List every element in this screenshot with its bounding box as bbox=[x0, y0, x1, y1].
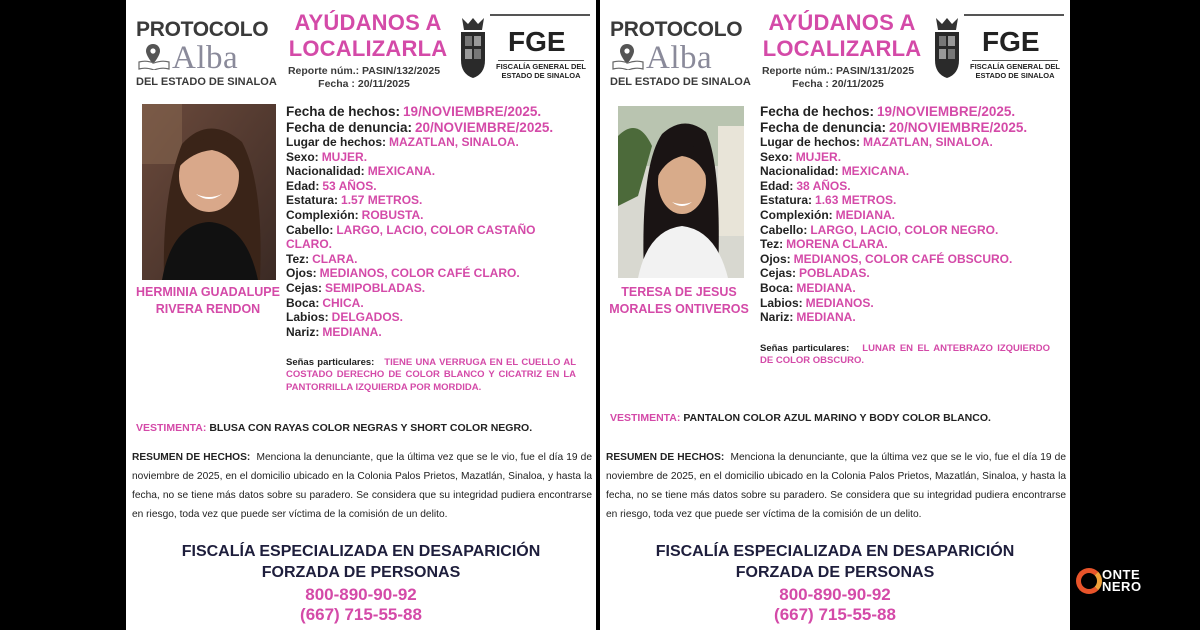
field-value: CLARA. bbox=[312, 251, 358, 266]
report-info bbox=[282, 65, 446, 91]
resumen-label: RESUMEN DE HECHOS: bbox=[606, 452, 725, 463]
field-row bbox=[286, 223, 536, 252]
fiscalia-line-2: FORZADA DE PERSONAS bbox=[261, 564, 461, 581]
field-row bbox=[760, 281, 1060, 296]
vestimenta-value: BLUSA CON RAYAS COLOR NEGRAS Y SHORT COLOR NEGRO. bbox=[209, 422, 533, 434]
fge-subtitle: FISCALÍA GENERAL DEL ESTADO DE SINALOA bbox=[969, 62, 1060, 80]
protocolo-alba-logo bbox=[132, 14, 278, 94]
fge-subtitle: FISCALÍA GENERAL DEL ESTADO DE SINALOA bbox=[495, 62, 586, 80]
field-row bbox=[760, 296, 1060, 311]
field-value: ROBUSTA. bbox=[361, 207, 424, 222]
field-value: 1.57 METROS. bbox=[341, 193, 423, 208]
publisher-watermark-logo bbox=[1074, 568, 1174, 598]
field-row bbox=[760, 223, 1060, 238]
field-label: Fecha de denuncia: bbox=[286, 119, 413, 135]
fiscalia-line-2: FORZADA DE PERSONAS bbox=[735, 564, 935, 581]
resumen-label: RESUMEN DE HECHOS: bbox=[132, 452, 251, 463]
field-value: MAZATLAN, SINALOA. bbox=[863, 135, 993, 149]
field-value: MEDIANOS, COLOR CAFÉ CLARO. bbox=[319, 266, 520, 281]
field-row bbox=[286, 150, 586, 165]
field-row bbox=[760, 120, 1060, 136]
field-value: 19/NOVIEMBRE/2025. bbox=[403, 104, 542, 119]
field-value: MEDIANA. bbox=[322, 324, 382, 339]
field-row bbox=[760, 179, 1060, 194]
field-label: Sexo: bbox=[760, 149, 793, 164]
field-label: Estatura: bbox=[760, 193, 813, 208]
field-value: MEDIANOS, COLOR CAFÉ OBSCURO. bbox=[793, 251, 1013, 266]
estado-text: DEL ESTADO DE SINALOA bbox=[610, 76, 751, 88]
field-row bbox=[760, 135, 1060, 150]
field-label: Cabello: bbox=[286, 222, 334, 237]
field-row bbox=[286, 104, 586, 120]
vestimenta-label: VESTIMENTA: bbox=[136, 422, 207, 434]
field-label: Cejas: bbox=[760, 266, 797, 281]
field-label: Labios: bbox=[286, 310, 329, 325]
field-label: Boca: bbox=[286, 295, 320, 310]
senas-label: Señas particulares: bbox=[760, 343, 850, 354]
field-label: Fecha de hechos: bbox=[286, 104, 401, 119]
field-value: DELGADOS. bbox=[331, 310, 404, 325]
field-value: 20/NOVIEMBRE/2025. bbox=[889, 119, 1028, 135]
senas-value: TIENE UNA VERRUGA EN EL CUELLO AL COSTADO DERECHO DE COLOR BLANCO Y CICATRIZ EN LA PANTORRILLA IZQUIERDA POR MORDIDA. bbox=[286, 357, 577, 393]
field-row bbox=[760, 252, 1060, 267]
headline: AYÚDANOS A LOCALIZARLA bbox=[288, 10, 448, 61]
field-label: Boca: bbox=[760, 280, 794, 295]
field-row bbox=[286, 179, 586, 194]
field-row bbox=[286, 120, 586, 136]
alert-card-1 bbox=[126, 0, 596, 630]
field-row bbox=[760, 193, 1060, 208]
field-label: Fecha de hechos: bbox=[760, 104, 875, 119]
distinguishing-marks bbox=[760, 343, 1050, 368]
fge-text: FGE bbox=[508, 26, 566, 57]
field-value: MEDIANOS. bbox=[805, 295, 874, 310]
field-value: LARGO, LACIO, COLOR NEGRO. bbox=[810, 222, 999, 237]
fiscalia-name bbox=[126, 541, 596, 583]
logo-ring-icon bbox=[1076, 568, 1102, 594]
field-value: 19/NOVIEMBRE/2025. bbox=[877, 104, 1016, 119]
field-row bbox=[286, 281, 586, 296]
field-label: Edad: bbox=[286, 178, 320, 193]
alert-card-2 bbox=[600, 0, 1070, 630]
case-summary bbox=[132, 448, 592, 524]
field-label: Lugar de hechos: bbox=[286, 135, 387, 149]
description-fields bbox=[286, 104, 586, 339]
alba-text: Alba bbox=[172, 40, 239, 76]
report-number: Reporte núm.: PASIN/131/2025 bbox=[761, 65, 915, 77]
fiscalia-line-1: FISCALÍA ESPECIALIZADA EN DESAPARICIÓN bbox=[181, 543, 541, 560]
field-value: MAZATLAN, SINALOA. bbox=[389, 135, 519, 149]
field-row bbox=[760, 237, 1060, 252]
field-label: Nacionalidad: bbox=[286, 164, 365, 179]
phone-number-2: (667) 715-55-88 bbox=[300, 605, 422, 624]
field-label: Sexo: bbox=[286, 149, 319, 164]
protocolo-text: PROTOCOLO bbox=[136, 18, 269, 41]
phone-number-1: 800-890-90-92 bbox=[305, 585, 417, 604]
estado-text: DEL ESTADO DE SINALOA bbox=[136, 76, 277, 88]
protocolo-alba-logo bbox=[606, 14, 752, 94]
person-name: HERMINIA GUADALUPE RIVERA RENDON bbox=[136, 285, 280, 316]
fge-text: FGE bbox=[982, 26, 1040, 57]
field-value: MUJER. bbox=[321, 149, 368, 164]
field-value: MEDIANA. bbox=[796, 280, 856, 295]
field-row bbox=[286, 164, 586, 179]
report-date: Fecha : 20/11/2025 bbox=[792, 78, 884, 90]
field-label: Nariz: bbox=[760, 310, 794, 325]
resumen-text: Menciona la denunciante, que la última vez que se le vio, fue el día 19 de noviembre de 2025, en el domicilio ubicado en la Colonia Palos Prietos, Mazatlán, Sinaloa, y hasta la fecha, no se tiene más datos sobre su paradero. Se considera que su integridad pudiera encontrarse en riesgo, toda vez que puede ser víctima de la comisión de un delito. bbox=[132, 452, 592, 520]
field-label: Estatura: bbox=[286, 193, 339, 208]
field-value: MORENA CLARA. bbox=[786, 237, 888, 252]
phone-number-2: (667) 715-55-88 bbox=[774, 605, 896, 624]
protocolo-text: PROTOCOLO bbox=[610, 18, 743, 41]
person-name: TERESA DE JESUS MORALES ONTIVEROS bbox=[609, 285, 749, 316]
resumen-text: Menciona la denunciante, que la última vez que se le vio, fue el día 19 de noviembre de 2025, en el domicilio ubicado en la Colonia Palos Prietos, Mazatlán, Sinaloa, y hasta la fecha, no se tiene más datos sobre su paradero. Se considera que su integridad pudiera encontrarse en riesgo, toda vez que puede ser víctima de la comisión de un delito. bbox=[606, 452, 1066, 520]
headline: AYÚDANOS A LOCALIZARLA bbox=[762, 10, 922, 61]
field-label: Complexión: bbox=[760, 207, 833, 222]
watermark-line-2: NERO bbox=[1102, 579, 1142, 594]
field-row bbox=[760, 164, 1060, 179]
field-row bbox=[286, 252, 586, 267]
book-icon bbox=[138, 60, 170, 70]
field-row bbox=[286, 296, 586, 311]
field-row bbox=[760, 310, 1060, 325]
description-fields bbox=[760, 104, 1060, 325]
fge-logo bbox=[964, 14, 1064, 80]
senas-value: LUNAR EN EL ANTEBRAZO IZQUIERDO DE COLOR OBSCURO. bbox=[760, 343, 1051, 367]
field-value: 38 AÑOS. bbox=[796, 178, 851, 193]
field-label: Complexión: bbox=[286, 207, 359, 222]
missing-person-photo bbox=[142, 104, 276, 280]
field-value: 53 AÑOS. bbox=[322, 178, 377, 193]
field-label: Cejas: bbox=[286, 280, 323, 295]
field-label: Tez: bbox=[760, 237, 784, 252]
field-value: SEMIPOBLADAS. bbox=[325, 280, 426, 295]
field-row bbox=[286, 193, 586, 208]
field-row bbox=[286, 310, 586, 325]
field-value: MUJER. bbox=[795, 149, 842, 164]
field-value: LARGO, LACIO, COLOR CASTAÑO CLARO. bbox=[286, 222, 536, 252]
field-value: 20/NOVIEMBRE/2025. bbox=[415, 119, 554, 135]
report-number: Reporte núm.: PASIN/132/2025 bbox=[287, 65, 441, 77]
field-value: CHICA. bbox=[322, 295, 364, 310]
field-label: Ojos: bbox=[760, 251, 791, 266]
field-value: MEXICANA. bbox=[841, 164, 910, 179]
case-summary bbox=[606, 448, 1066, 524]
field-value: MEDIANA. bbox=[835, 207, 896, 222]
alba-text: Alba bbox=[646, 40, 713, 76]
field-row bbox=[286, 266, 586, 281]
fiscalia-line-1: FISCALÍA ESPECIALIZADA EN DESAPARICIÓN bbox=[655, 543, 1015, 560]
field-row bbox=[760, 208, 1060, 223]
fiscalia-name bbox=[600, 541, 1070, 583]
field-value: MEXICANA. bbox=[367, 164, 436, 179]
report-info bbox=[756, 65, 920, 91]
field-label: Lugar de hechos: bbox=[760, 135, 861, 149]
vestimenta-value: PANTALON COLOR AZUL MARINO Y BODY COLOR BLANCO. bbox=[683, 412, 991, 424]
field-value: MEDIANA. bbox=[796, 310, 856, 325]
field-row bbox=[760, 150, 1060, 165]
card-header bbox=[600, 8, 1070, 98]
senas-label: Señas particulares: bbox=[286, 357, 375, 368]
watermark-line-1: ONTE bbox=[1102, 567, 1141, 582]
field-row bbox=[760, 104, 1060, 120]
field-row bbox=[286, 208, 586, 223]
fge-logo bbox=[490, 14, 590, 80]
missing-person-photo bbox=[618, 106, 744, 278]
field-label: Cabello: bbox=[760, 222, 808, 237]
report-date: Fecha : 20/11/2025 bbox=[318, 78, 410, 90]
book-icon bbox=[612, 60, 644, 70]
field-value: 1.63 METROS. bbox=[815, 193, 897, 208]
field-label: Nariz: bbox=[286, 324, 320, 339]
field-row bbox=[286, 135, 586, 150]
field-row bbox=[286, 325, 586, 340]
field-value: POBLADAS. bbox=[799, 266, 870, 281]
field-label: Nacionalidad: bbox=[760, 164, 839, 179]
field-label: Tez: bbox=[286, 251, 310, 266]
distinguishing-marks bbox=[286, 357, 576, 394]
card-header bbox=[126, 8, 596, 98]
state-shield-icon bbox=[458, 16, 488, 80]
field-label: Fecha de denuncia: bbox=[760, 119, 887, 135]
field-row bbox=[760, 266, 1060, 281]
field-label: Labios: bbox=[760, 295, 803, 310]
field-label: Ojos: bbox=[286, 266, 317, 281]
clothing bbox=[136, 422, 532, 434]
clothing bbox=[610, 412, 991, 424]
state-shield-icon bbox=[932, 16, 962, 80]
phone-number-1: 800-890-90-92 bbox=[779, 585, 891, 604]
vestimenta-label: VESTIMENTA: bbox=[610, 412, 681, 424]
field-label: Edad: bbox=[760, 178, 794, 193]
